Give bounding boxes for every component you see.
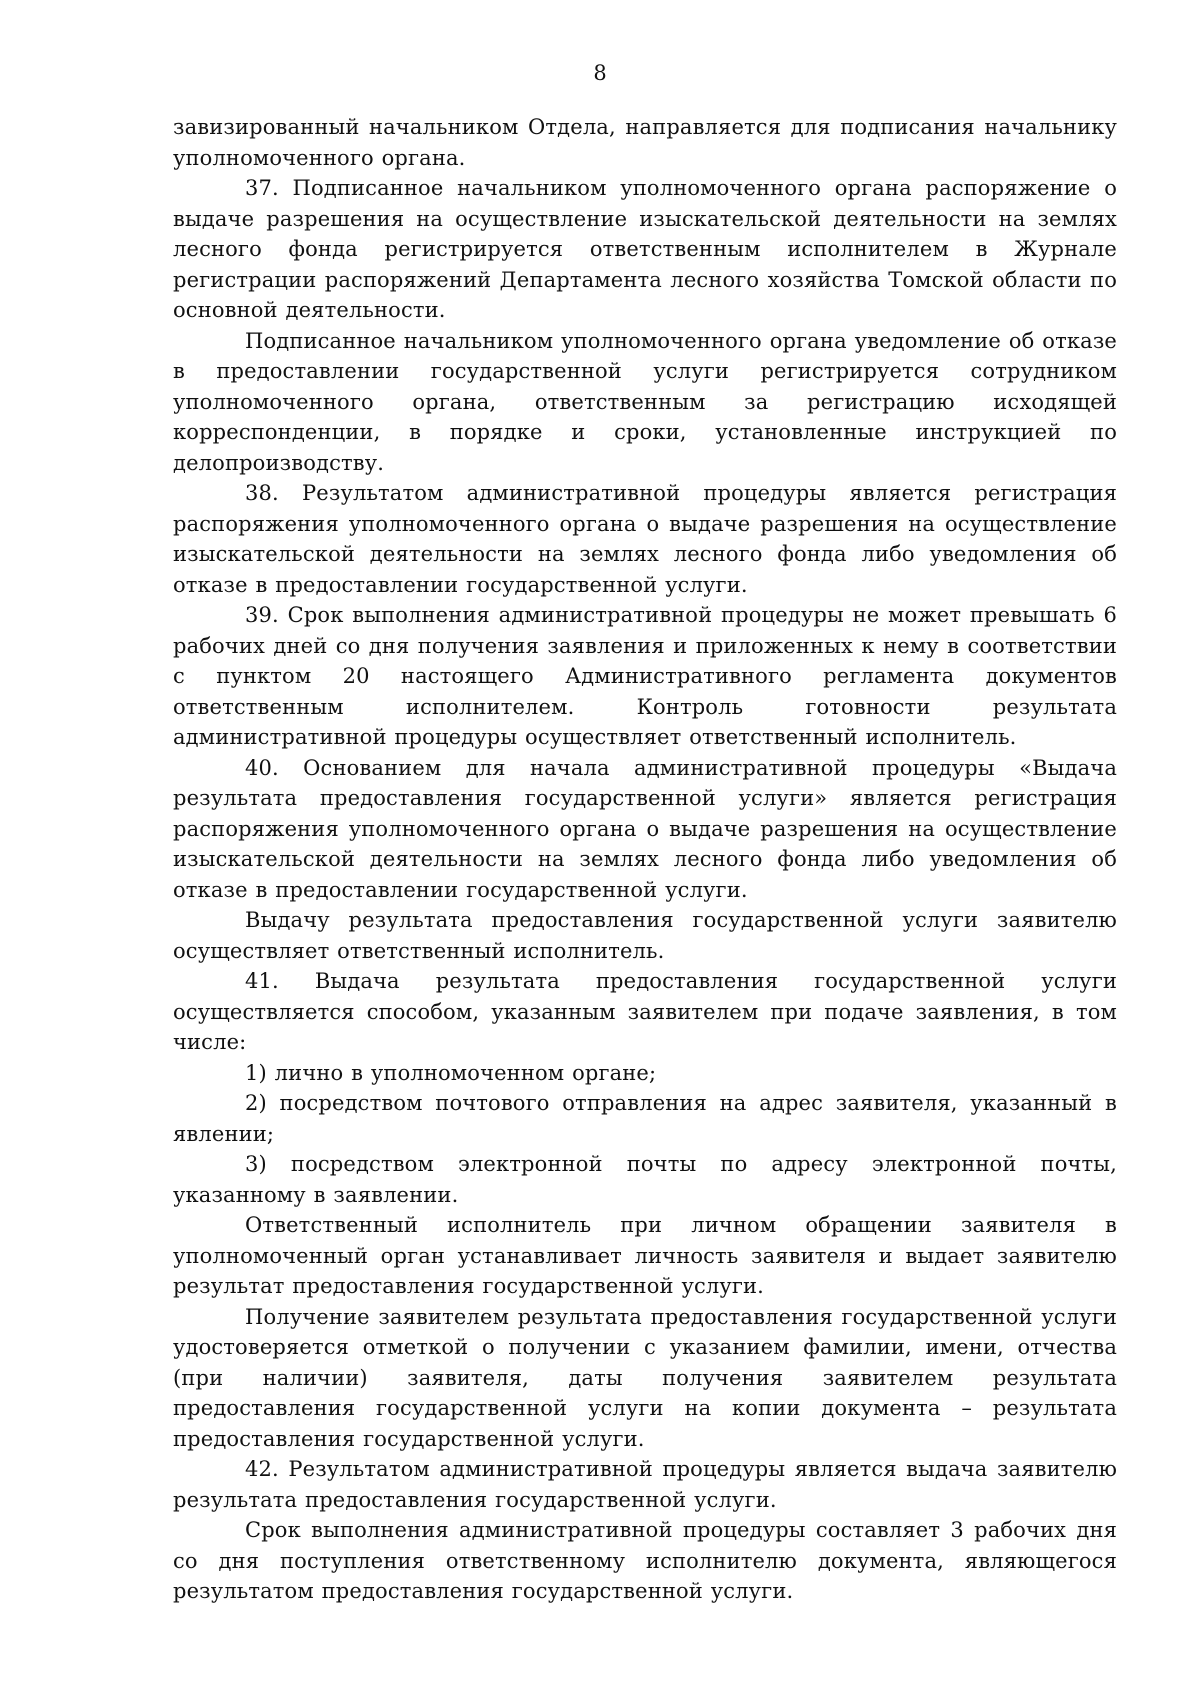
- paragraph-identity-check: Ответственный исполнитель при личном обращении заявителя в уполномоченный орган устанавливает личность заявителя и выдает заявителю результат предоставления государственной услуги.: [173, 1213, 1117, 1298]
- paragraph-37: 37. Подписанное начальником уполномоченного органа распоряжение о выдаче разрешения на осуществление изыскательской деятельности на землях лесного фонда регистрируется ответственным исполнителем в Журнале регистрации распоряжений Департамента лесного хозяйства Томской области по основной деятельности.: [173, 176, 1117, 322]
- paragraph-38: 38. Результатом административной процедуры является регистрация распоряжения уполномоченного органа о выдаче разрешения на осуществление изыскательской деятельности на землях лесного фонда либо уведомления об отказе в предоставлении государственной услуги.: [173, 481, 1117, 597]
- document-body: [173, 112, 1117, 1607]
- paragraph-41: 41. Выдача результата предоставления государственной услуги осуществляется способом, указанным заявителем при подаче заявления, в том числе:: [173, 969, 1117, 1054]
- paragraph-continuation: завизированный начальником Отдела, направляется для подписания начальнику уполномоченного органа.: [173, 115, 1117, 170]
- paragraph-39: 39. Срок выполнения административной процедуры не может превышать 6 рабочих дней со дня получения заявления и приложенных к нему в соответствии с пунктом 20 настоящего Административного регламента документов ответственным исполнителем. Контроль готовности результата административной процедуры осуществляет ответственный исполнитель.: [173, 603, 1117, 749]
- paragraph-deadline: Срок выполнения административной процедуры составляет 3 рабочих дня со дня поступления ответственному исполнителю документа, являющегося результатом предоставления государственной услуги.: [173, 1518, 1117, 1603]
- list-item-2: 2) посредством почтового отправления на адрес заявителя, указанный в явлении;: [173, 1091, 1117, 1146]
- paragraph-result-issuer: Выдачу результата предоставления государственной услуги заявителю осуществляет ответственный исполнитель.: [173, 908, 1117, 963]
- list-item-1: 1) лично в уполномоченном органе;: [245, 1060, 657, 1085]
- list-item-3: 3) посредством электронной почты по адресу электронной почты, указанному в заявлении.: [173, 1152, 1117, 1207]
- page-number: 8: [593, 61, 607, 85]
- paragraph-40: 40. Основанием для начала административной процедуры «Выдача результата предоставления государственной услуги» является регистрация распоряжения уполномоченного органа о выдаче разрешения на осуществление изыскательской деятельности на землях лесного фонда либо уведомления об отказе в предоставлении государственной услуги.: [173, 755, 1117, 902]
- paragraph-refusal-notice: Подписанное начальником уполномоченного органа уведомление об отказе в предоставлении государственной услуги регистрируется сотрудником уполномоченного органа, ответственным за регистрацию исходящей корреспонденции, в порядке и сроки, установленные инструкцией по делопроизводству.: [173, 328, 1117, 475]
- paragraph-42: 42. Результатом административной процедуры является выдача заявителю результата предоставления государственной услуги.: [173, 1457, 1117, 1512]
- paragraph-receipt-mark: Получение заявителем результата предоставления государственной услуги удостоверяется отметкой о получении с указанием фамилии, имени, отчества (при наличии) заявителя, даты получения заявителем результата предоставления государственной услуги на копии документа – результата предоставления государственной услуги.: [173, 1304, 1117, 1451]
